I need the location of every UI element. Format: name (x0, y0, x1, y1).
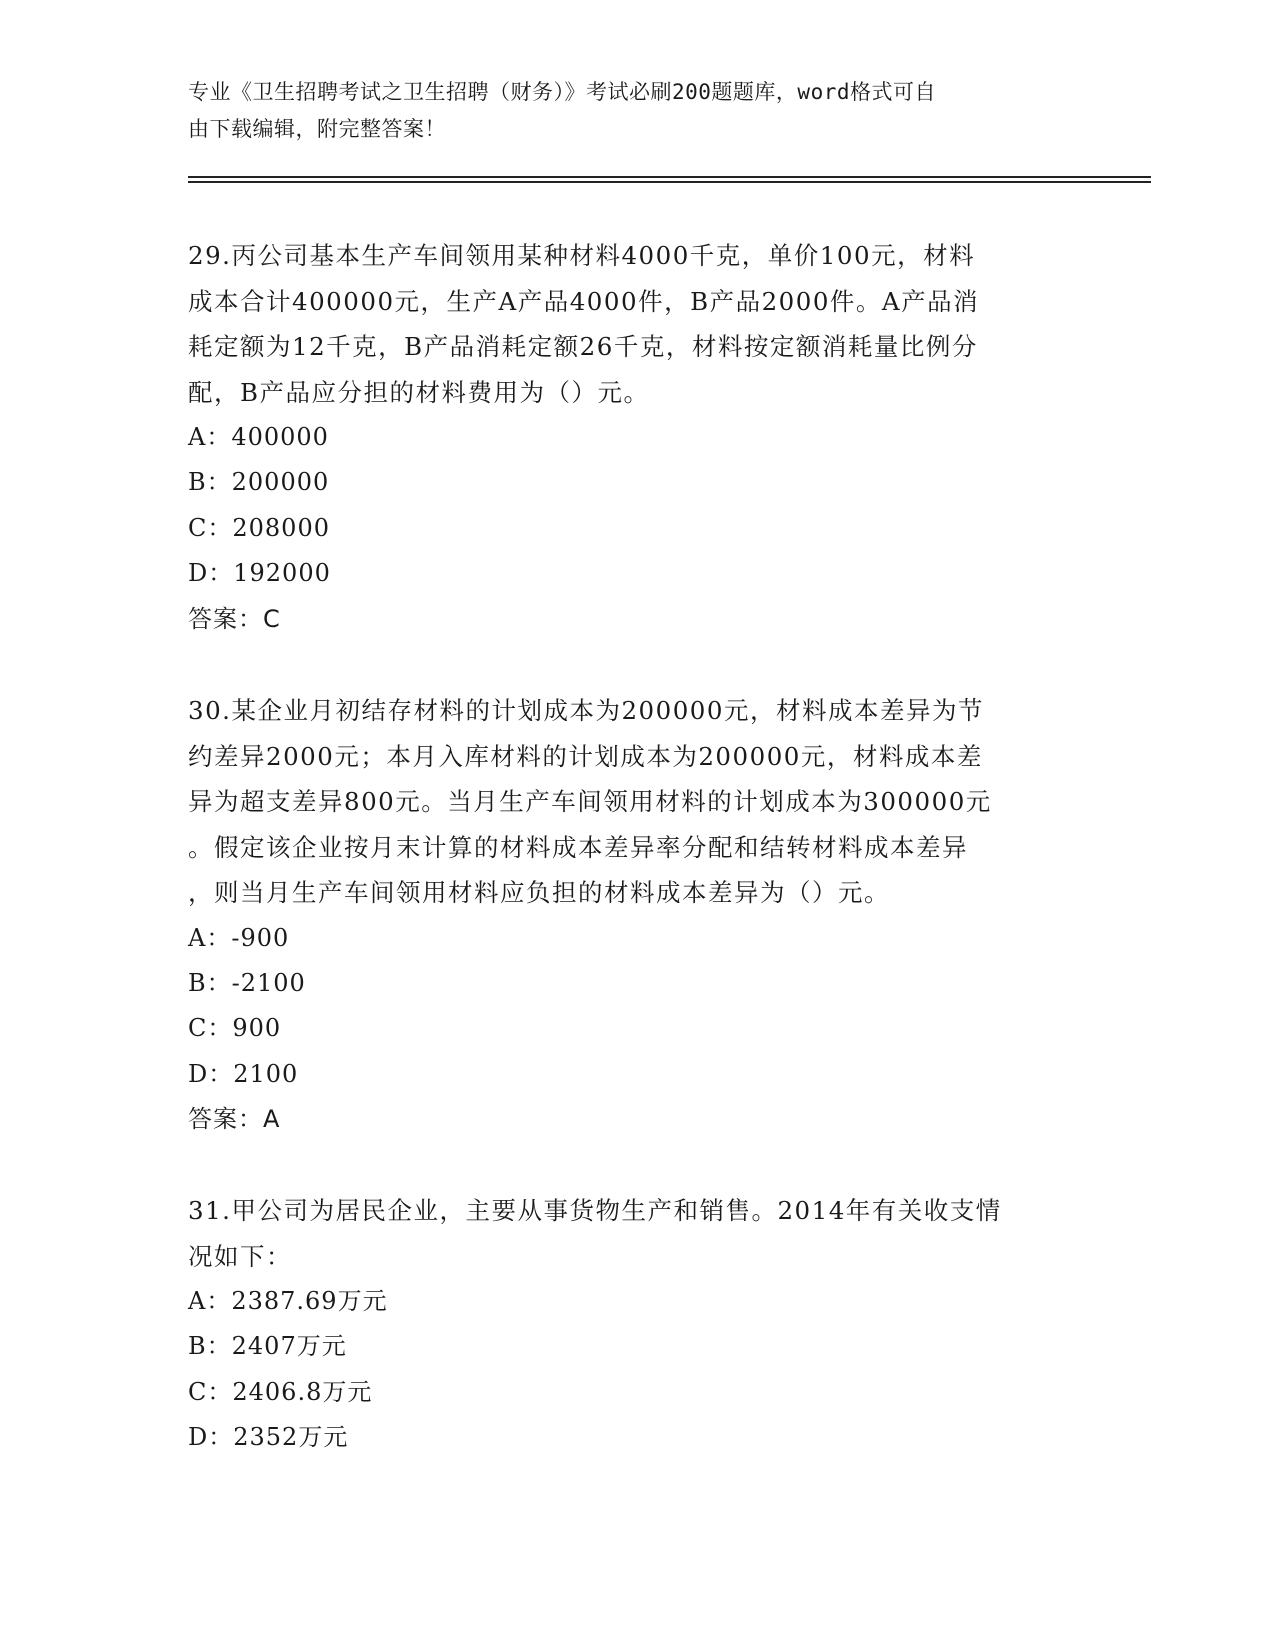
header-line-2: 由下载编辑，附完整答案！ (188, 117, 446, 141)
option-a: A：2387.69万元 (188, 1287, 388, 1315)
option-d: D：2100 (188, 1059, 299, 1088)
question-29 (188, 233, 1088, 642)
question-stem (188, 688, 1088, 916)
document-header (188, 74, 1068, 148)
stem-line: 成本合计400000元，生产A产品4000件，B产品2000件。A产品消 (188, 286, 980, 316)
option-list (188, 916, 1088, 1098)
stem-line: 。假定该企业按月末计算的材料成本差异率分配和结转材料成本差异 (188, 832, 968, 862)
header-line-1: 专业《卫生招聘考试之卫生招聘（财务）》考试必刷200题题库，word格式可自 (188, 80, 936, 104)
question-31 (188, 1188, 1088, 1461)
option-d: D：192000 (188, 559, 331, 588)
question-stem (188, 233, 1088, 415)
question-stem (188, 1188, 1088, 1279)
question-30 (188, 688, 1088, 1142)
stem-line: 31.甲公司为居民企业，主要从事货物生产和销售。2014年有关收支情 (188, 1196, 1002, 1225)
stem-line: 约差异2000元；本月入库材料的计划成本为200000元，材料成本差 (188, 741, 983, 771)
stem-line: 耗定额为12千克，B产品消耗定额26千克，材料按定额消耗量比例分 (188, 332, 978, 361)
header-divider-bottom (188, 181, 1151, 183)
stem-line: 异为超支差异800元。当月生产车间领用材料的计划成本为300000元 (188, 787, 992, 816)
option-c: C：900 (188, 1014, 282, 1043)
stem-line: 29.丙公司基本生产车间领用某种材料4000千克，单价100元，材料 (188, 241, 976, 270)
option-b: B：200000 (188, 468, 330, 497)
stem-line: 配，B产品应分担的材料费用为（）元。 (188, 377, 650, 407)
option-a: A：400000 (188, 423, 329, 451)
stem-line: 况如下： (188, 1241, 292, 1271)
stem-line: 30.某企业月初结存材料的计划成本为200000元，材料成本差异为节 (188, 696, 984, 725)
answer-line: 答案：A (188, 1105, 281, 1134)
option-list (188, 415, 1088, 597)
header-divider-top (188, 176, 1151, 178)
stem-line: ，则当月生产车间领用材料应负担的材料成本差异为（）元。 (188, 878, 890, 907)
option-d: D：2352万元 (188, 1423, 349, 1452)
option-b: B：-2100 (188, 968, 306, 997)
answer-line: 答案：C (188, 604, 281, 633)
option-c: C：2406.8万元 (188, 1377, 373, 1406)
option-list (188, 1279, 1088, 1461)
option-b: B：2407万元 (188, 1332, 347, 1361)
option-c: C：208000 (188, 513, 330, 542)
option-a: A：-900 (188, 923, 290, 952)
